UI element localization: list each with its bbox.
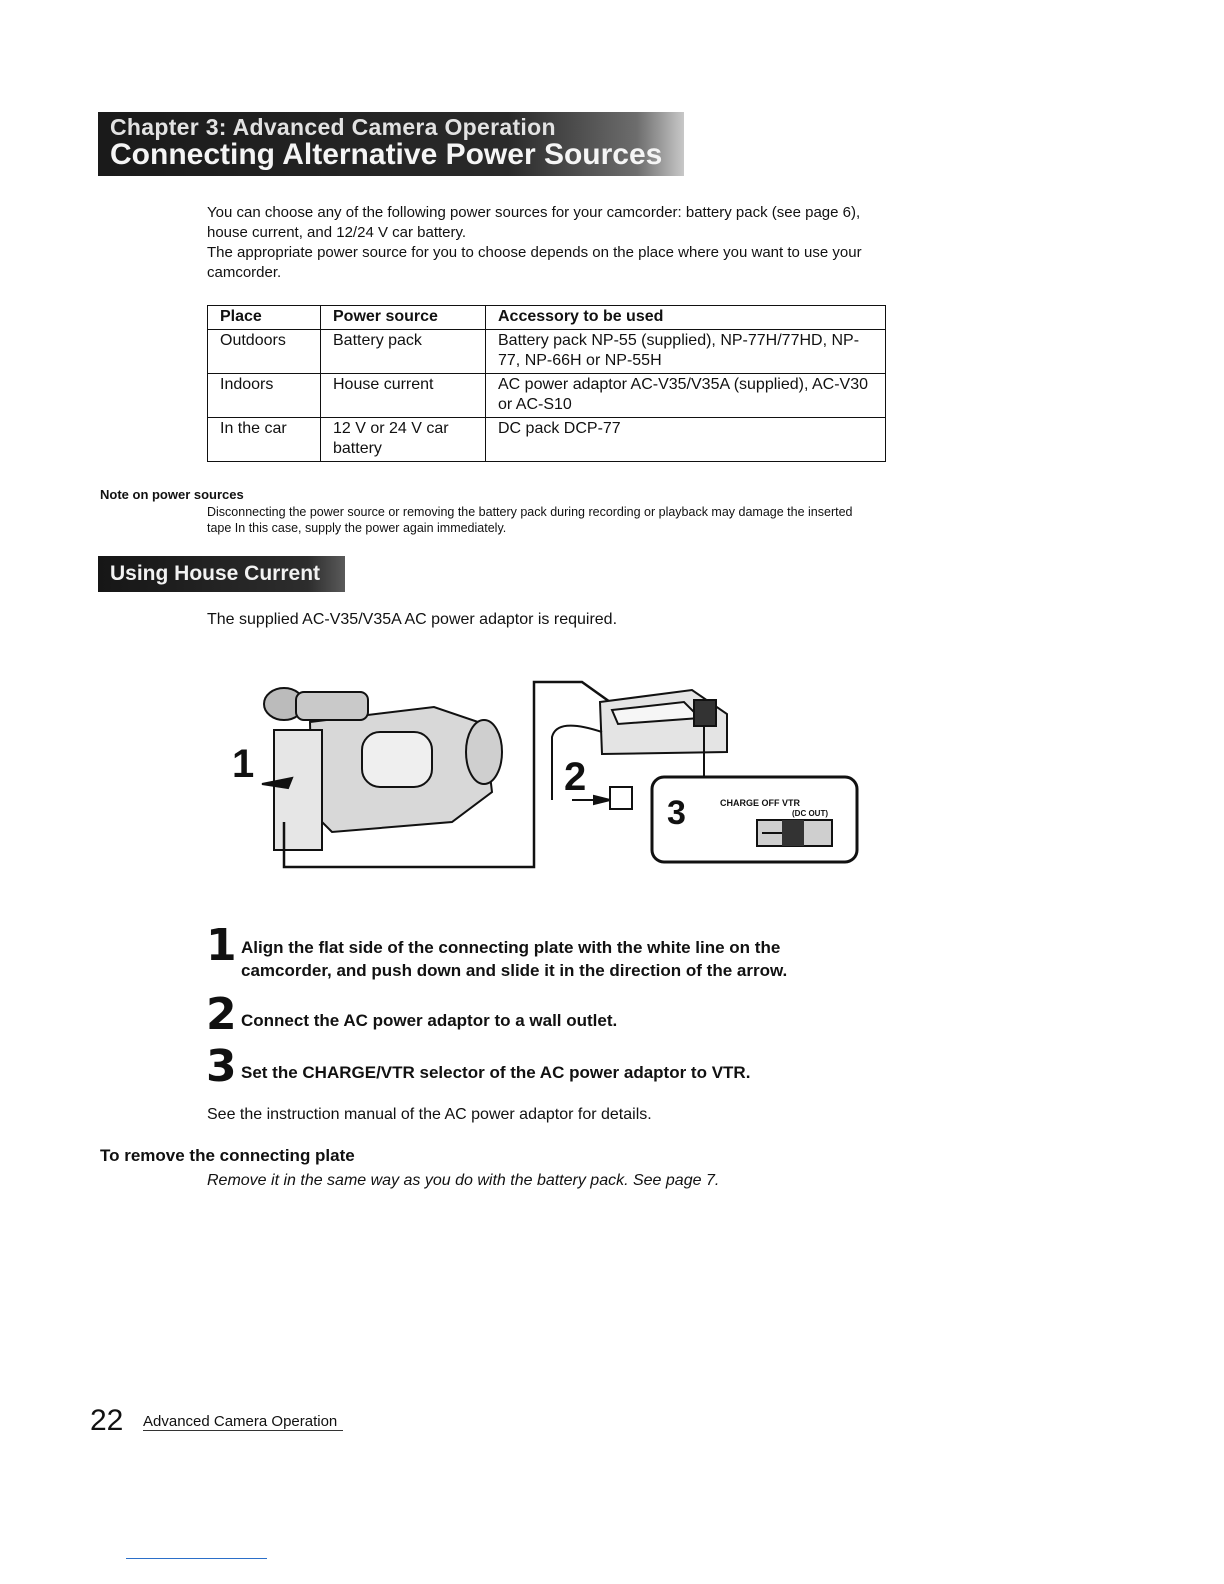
section-title: Using House Current (110, 562, 321, 585)
connection-illustration (222, 672, 862, 877)
table-cell: Outdoors (208, 330, 321, 374)
intro-paragraph-1: You can choose any of the following power sources for your camcorder: battery pack (see page 6), house current, and 12/24 V car battery. (207, 204, 861, 241)
switch-label: CHARGE OFF VTR (720, 798, 800, 808)
section-banner (98, 556, 345, 592)
step-number: 1 (206, 920, 237, 971)
switch-sublabel: (DC OUT) (792, 809, 828, 818)
table-row (208, 418, 886, 462)
step-number: 2 (206, 989, 237, 1040)
bottom-rule (126, 1558, 267, 1559)
page-number: 22 (90, 1404, 124, 1437)
remove-heading: To remove the connecting plate (100, 1146, 355, 1165)
intro-paragraph-2: The appropriate power source for you to choose depends on the place where you want to use your camcorder. (207, 244, 862, 281)
chapter-label: Chapter 3: Advanced Camera Operation (110, 114, 556, 140)
callout-3: 3 (667, 794, 686, 832)
table-header: Power source (321, 306, 486, 330)
note-heading: Note on power sources (100, 487, 244, 502)
footer-label: Advanced Camera Operation (143, 1413, 343, 1431)
step-text: Align the flat side of the connecting plate with the white line on the camcorder, and push down and slide it in the direction of the arrow. (241, 938, 788, 980)
page-title: Connecting Alternative Power Sources (110, 138, 663, 171)
remove-text: Remove it in the same way as you do with the battery pack. See page 7. (207, 1172, 720, 1189)
table-cell: In the car (208, 418, 321, 462)
table-cell: DC pack DCP-77 (486, 418, 886, 462)
table-cell: Battery pack (321, 330, 486, 374)
table-cell: AC power adaptor AC-V35/V35A (supplied), AC-V30 or AC-S10 (486, 374, 886, 418)
callout-2: 2 (564, 755, 587, 799)
requirement-text: The supplied AC-V35/V35A AC power adaptor is required. (207, 611, 618, 628)
step-text: Connect the AC power adaptor to a wall outlet. (241, 1011, 618, 1030)
table-cell: 12 V or 24 V car battery (321, 418, 486, 462)
table-header-row (208, 306, 886, 330)
table-row (208, 374, 886, 418)
callout-1: 1 (232, 742, 255, 786)
title-banner (98, 112, 684, 176)
intro-text (207, 203, 897, 283)
step-number: 3 (206, 1041, 237, 1092)
table-row (208, 330, 886, 374)
table-cell: Battery pack NP-55 (supplied), NP-77H/77HD, NP-77, NP-66H or NP-55H (486, 330, 886, 374)
see-manual-text: See the instruction manual of the AC power adaptor for details. (207, 1106, 652, 1123)
table-header: Accessory to be used (486, 306, 886, 330)
table-cell: Indoors (208, 374, 321, 418)
table-cell: House current (321, 374, 486, 418)
camcorder-drawing (262, 682, 652, 867)
note-text: Disconnecting the power source or removing the battery pack during recording or playback may damage the inserted tape In this case, supply the power again immediately. (207, 505, 853, 535)
power-source-table (207, 305, 886, 462)
table-header: Place (208, 306, 321, 330)
step-text: Set the CHARGE/VTR selector of the AC power adaptor to VTR. (241, 1063, 751, 1082)
